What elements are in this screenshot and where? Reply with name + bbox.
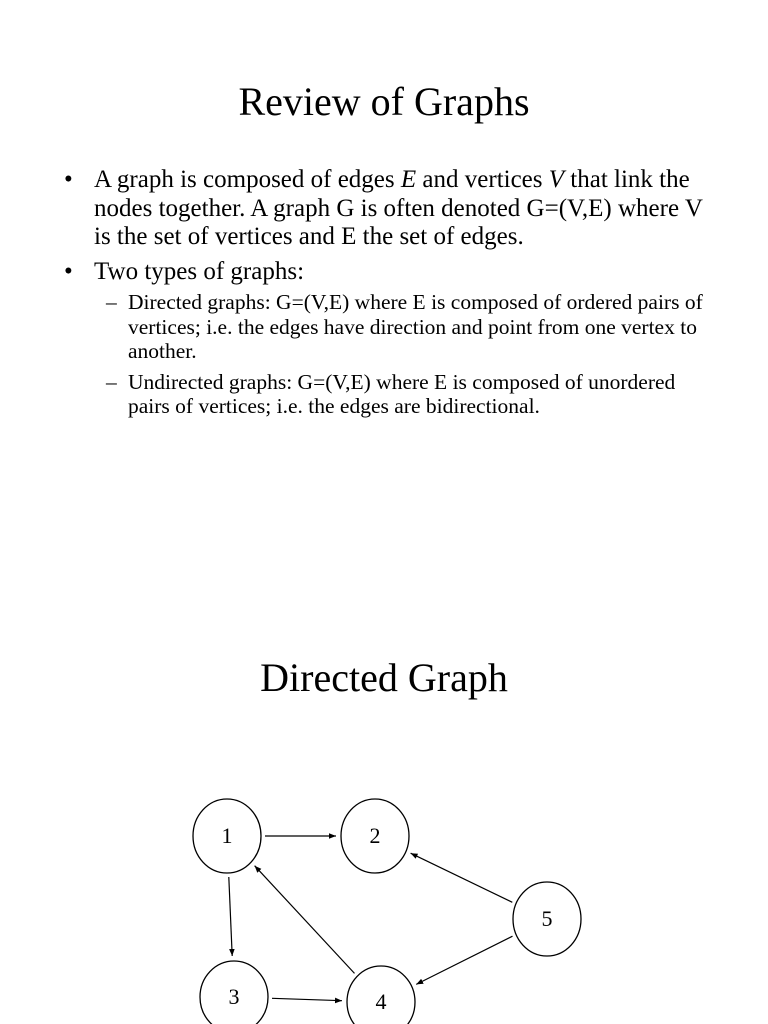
vertex-label: 3 — [228, 984, 240, 1009]
sub-bullet-list — [106, 290, 704, 419]
sub-bullet-marker: – — [106, 290, 117, 314]
vertex-label: 2 — [369, 823, 381, 848]
edge-3-to-4 — [272, 998, 342, 1000]
bullet-marker: • — [64, 257, 73, 285]
sub-bullet-marker: – — [106, 369, 117, 394]
vertex-2 — [341, 799, 409, 873]
bullet-list — [64, 166, 704, 425]
sub-bullet-undirected — [106, 370, 704, 419]
bullet-text-part: and vertices — [416, 166, 549, 193]
vertex-label: 1 — [221, 823, 233, 848]
directed-graph-diagram — [0, 620, 768, 1024]
bullet-text-part: that link the nodes together. A graph G is often denoted G=(V,E) where V is the set of vertices and E the set of edges. — [94, 166, 703, 250]
bullet-graph-definition — [64, 166, 704, 252]
vertex-5 — [513, 882, 581, 956]
bullet-graph-types — [64, 258, 704, 419]
vertex-3 — [200, 961, 268, 1024]
edge-4-to-1 — [255, 866, 355, 974]
slide-directed-graph — [0, 620, 768, 1024]
edge-5-to-4 — [416, 936, 512, 984]
edge-5-to-2 — [411, 853, 513, 902]
slide-title: Directed Graph — [260, 655, 508, 700]
vertex-label: 5 — [541, 906, 553, 931]
vertex-label: 4 — [375, 989, 387, 1014]
sub-bullet-text: Directed graphs: G=(V,E) where E is composed of ordered pairs of vertices; i.e. the edges have direction and point from one vertex to another. — [128, 290, 703, 363]
edge-1-to-3 — [229, 877, 232, 956]
bullet-marker: • — [64, 166, 73, 193]
sub-bullet-directed — [106, 290, 704, 364]
vertex-1 — [193, 799, 261, 873]
vertices-symbol: V — [548, 166, 565, 193]
sub-bullet-text: Undirected graphs: G=(V,E) where E is composed of unordered pairs of vertices; i.e. the edges are bidirectional. — [128, 369, 676, 418]
edges-symbol: E — [400, 166, 417, 193]
bullet-text: Two types of graphs: — [94, 257, 305, 285]
vertex-4 — [347, 966, 415, 1024]
bullet-text-part: A graph is composed of edges — [94, 166, 401, 193]
slide-title: Review of Graphs — [238, 79, 530, 124]
